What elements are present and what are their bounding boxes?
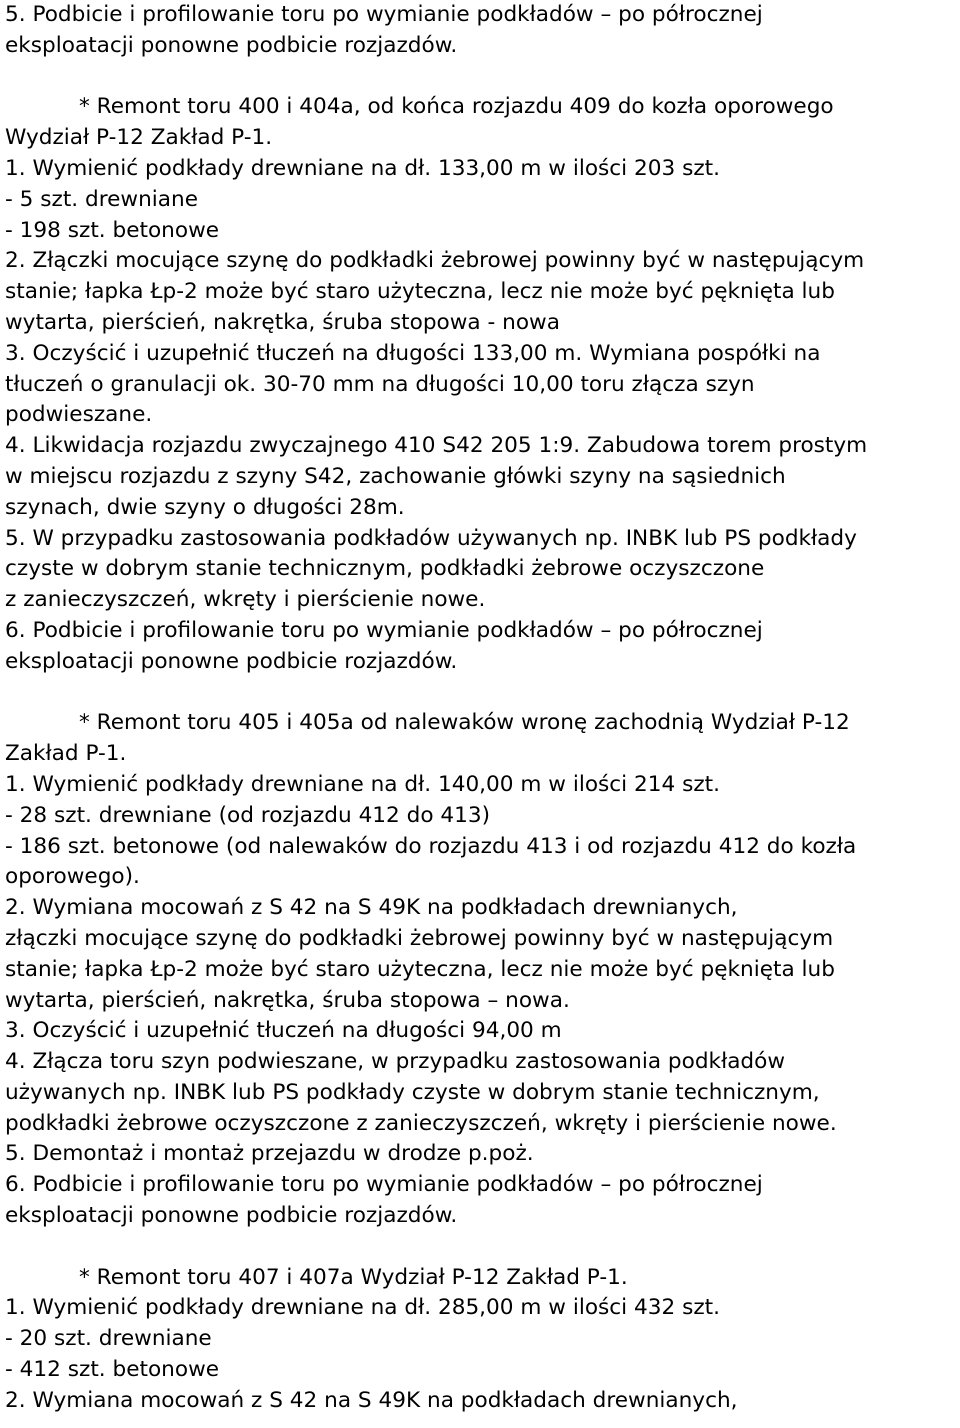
text-line: - 28 szt. drewniane (od rozjazdu 412 do 413) [5, 802, 491, 828]
text-line: wytarta, pierścień, nakrętka, śruba stopowa - nowa [5, 309, 560, 335]
text-line: w miejscu rozjazdu z szyny S42, zachowanie główki szyny na sąsiednich [5, 463, 786, 489]
text-line: - 186 szt. betonowe (od nalewaków do rozjazdu 413 i od rozjazdu 412 do kozła [5, 833, 857, 859]
text-line: 1. Wymienić podkłady drewniane na dł. 133,00 m w ilości 203 szt. [5, 155, 721, 181]
text-line: podwieszane. [5, 402, 153, 428]
text-line: złączki mocujące szynę do podkładki żebrowej powinny być w następującym [5, 925, 834, 951]
text-line: - 20 szt. drewniane [5, 1326, 212, 1352]
text-line: 2. Wymiana mocowań z S 42 na S 49K na podkładach drewnianych, [5, 1387, 738, 1413]
text-line: z zanieczyszczeń, wkręty i pierścienie nowe. [5, 587, 486, 613]
text-line: 4. Likwidacja rozjazdu zwyczajnego 410 S42 205 1:9. Zabudowa torem prostym [5, 433, 868, 459]
text-line: 5. Demontaż i montaż przejazdu w drodze p.poż. [5, 1141, 534, 1167]
text-line: wytarta, pierścień, nakrętka, śruba stopowa – nowa. [5, 987, 570, 1013]
document-body [5, 0, 957, 1417]
section-heading: * Remont toru 400 i 404a, od końca rozjazdu 409 do kozła oporowego [79, 94, 834, 120]
text-line: używanych np. INBK lub PS podkłady czyste w dobrym stanie technicznym, [5, 1079, 820, 1105]
paragraph-gap [5, 678, 957, 709]
text-line: 1. Wymienić podkłady drewniane na dł. 140,00 m w ilości 214 szt. [5, 771, 721, 797]
text-line: Wydział P-12 Zakład P-1. [5, 125, 273, 151]
text-line: 6. Podbicie i profilowanie toru po wymianie podkładów – po półrocznej [5, 1172, 763, 1198]
text-line: czyste w dobrym stanie technicznym, podkładki żebrowe oczyszczone [5, 556, 765, 582]
text-line: 1. Wymienić podkłady drewniane na dł. 285,00 m w ilości 432 szt. [5, 1295, 721, 1321]
text-line: oporowego). [5, 864, 140, 890]
text-line: stanie; łapka Łp-2 może być staro użyteczna, lecz nie może być pęknięta lub [5, 956, 835, 982]
text-line: - 412 szt. betonowe [5, 1357, 220, 1383]
text-line: szynach, dwie szyny o długości 28m. [5, 494, 405, 520]
paragraph-gap [5, 62, 957, 93]
text-line: tłuczeń o granulacji ok. 30-70 mm na długości 10,00 toru złącza szyn [5, 371, 755, 397]
text-line: podkładki żebrowe oczyszczone z zanieczyszczeń, wkręty i pierścienie nowe. [5, 1110, 837, 1136]
text-line: 2. Wymiana mocowań z S 42 na S 49K na podkładach drewnianych, [5, 895, 738, 921]
paragraph-gap [5, 1232, 957, 1263]
text-line: 5. Podbicie i profilowanie toru po wymianie podkładów – po półrocznej [5, 2, 763, 27]
text-line: Zakład P-1. [5, 741, 127, 767]
section-heading: * Remont toru 405 i 405a od nalewaków wronę zachodnią Wydział P-12 [79, 710, 850, 736]
text-line: eksploatacji ponowne podbicie rozjazdów. [5, 648, 458, 674]
text-line: eksploatacji ponowne podbicie rozjazdów. [5, 1203, 458, 1229]
text-line: - 5 szt. drewniane [5, 186, 198, 212]
text-line: stanie; łapka Łp-2 może być staro użyteczna, lecz nie może być pęknięta lub [5, 279, 835, 305]
text-line: - 198 szt. betonowe [5, 217, 220, 243]
text-line: 2. Złączki mocujące szynę do podkładki żebrowej powinny być w następującym [5, 248, 865, 274]
text-line: 5. W przypadku zastosowania podkładów używanych np. INBK lub PS podkłady [5, 525, 857, 551]
section-heading: * Remont toru 407 i 407a Wydział P-12 Zakład P-1. [79, 1264, 628, 1290]
text-line: 4. Złącza toru szyn podwieszane, w przypadku zastosowania podkładów [5, 1049, 786, 1075]
text-line: 3. Oczyścić i uzupełnić tłuczeń na długości 133,00 m. Wymiana pospółki na [5, 340, 821, 366]
text-line: 3. Oczyścić i uzupełnić tłuczeń na długości 94,00 m [5, 1018, 562, 1044]
text-line: 6. Podbicie i profilowanie toru po wymianie podkładów – po półrocznej [5, 617, 763, 643]
text-line: eksploatacji ponowne podbicie rozjazdów. [5, 32, 458, 58]
